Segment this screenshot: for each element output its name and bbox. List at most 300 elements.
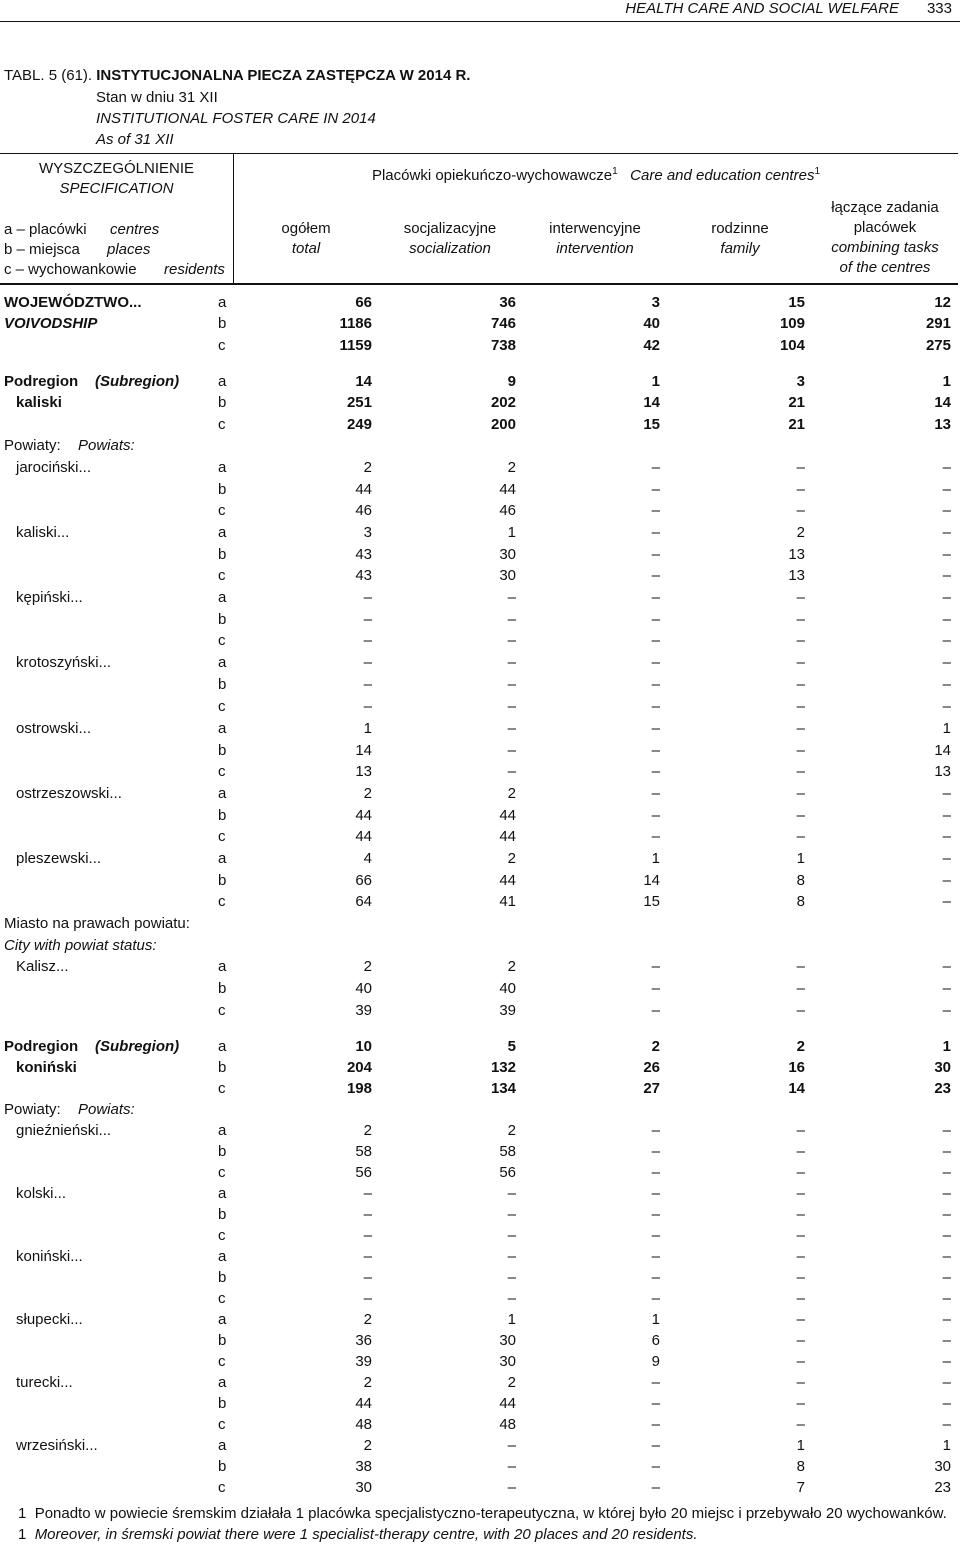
row-indicator: a [218,589,227,606]
col-combining-header [812,198,958,278]
row-indicator: c [218,1227,226,1244]
cell-value: 44 [499,807,516,824]
cell-value: 39 [499,1002,516,1019]
table-row [0,457,960,479]
row-label: Kalisz... [16,958,69,975]
cell-value: 5 [507,1038,516,1055]
cell-value: – [651,1185,660,1202]
col-intervention-pl: interwencyjne [549,220,641,237]
table-row [0,978,960,1000]
row-label: WOJEWÓDZTWO... [4,294,142,311]
table-row [0,740,960,762]
col-family-pl: rodzinne [711,220,769,237]
cell-value: 14 [788,1080,805,1097]
cell-value: 15 [643,416,660,433]
cell-value: 1 [651,850,660,867]
cell-value: 36 [499,294,516,311]
table-row [0,1141,960,1163]
table-row [0,435,960,457]
col-combining-en1: combining tasks [831,239,939,256]
cell-value: – [796,720,805,737]
cell-value: 58 [499,1143,516,1160]
row-indicator: c [218,416,226,433]
table-row [0,891,960,913]
row-indicator: c [218,1080,226,1097]
col-socialization-pl: socjalizacyjne [403,220,497,237]
cell-value: 204 [346,1059,372,1076]
row-label-en: Powiats: [78,437,135,454]
cell-value: 36 [355,1332,372,1349]
cell-value: – [651,654,660,671]
cell-value: 202 [490,394,516,411]
cell-value: – [651,720,660,737]
table-row [0,1414,960,1436]
cell-value: 14 [643,394,660,411]
cell-value: 30 [499,567,516,584]
table-row [0,630,960,652]
cell-value: – [796,1332,805,1349]
cell-value: – [651,742,660,759]
row-indicator: a [218,294,227,311]
table-row [0,1078,960,1100]
cell-value: – [796,742,805,759]
cell-value: 21 [788,394,805,411]
col-total-header [234,219,378,259]
cell-value: 23 [934,1080,951,1097]
row-label: koniński [16,1059,77,1076]
cell-value: 30 [934,1059,951,1076]
cell-value: – [942,1185,951,1202]
cell-value: 66 [355,872,372,889]
cell-value: – [363,1248,372,1265]
cell-value: – [507,1437,516,1454]
cell-value: 104 [779,337,805,354]
cell-value: 14 [643,872,660,889]
table-label: TABL. 5 (61). [4,67,93,84]
row-indicator: c [218,1479,226,1496]
row-indicator: b [218,1059,227,1076]
cell-value: – [651,1143,660,1160]
col-intervention-en: intervention [556,240,634,257]
row-indicator: b [218,807,227,824]
cell-value: 14 [934,742,951,759]
cell-value: 1 [507,1311,516,1328]
cell-value: – [651,1437,660,1454]
table-row [0,1246,960,1268]
row-label: Powiaty: [4,437,61,454]
cell-value: – [796,676,805,693]
table-title [4,64,470,150]
cell-value: – [796,502,805,519]
row-indicator: b [218,611,227,628]
row-indicator: b [218,1458,227,1475]
table-row [0,587,960,609]
cell-value: – [651,589,660,606]
cell-value: – [796,1395,805,1412]
cell-value: 109 [779,315,805,332]
cell-value: 1 [942,373,951,390]
cell-value: – [942,1227,951,1244]
table-row [0,696,960,718]
cell-value: – [942,676,951,693]
cell-value: 2 [363,1122,372,1139]
row-indicator: a [218,524,227,541]
cell-value: 16 [788,1059,805,1076]
group-header-pl: Placówki opiekuńczo-wychowawcze [371,167,613,184]
cell-value: – [651,958,660,975]
row-indicator: a [218,1311,227,1328]
cell-value: 8 [796,893,805,910]
cell-value: 30 [934,1458,951,1475]
cell-value: – [796,1185,805,1202]
table-row [0,1204,960,1226]
cell-value: – [363,589,372,606]
cell-value: – [942,1269,951,1286]
cell-value: – [942,502,951,519]
cell-value: 44 [499,828,516,845]
cell-value: 46 [499,502,516,519]
table-title-en: INSTITUTIONAL FOSTER CARE IN 2014 [96,110,376,127]
cell-value: – [651,828,660,845]
group-header-sup-en: 1 [814,166,821,177]
table-row [0,783,960,805]
cell-value: 1 [507,524,516,541]
running-head [625,0,952,17]
cell-value: 2 [507,459,516,476]
row-indicator: a [218,373,227,390]
cell-value: – [651,676,660,693]
row-label: kaliski [16,394,62,411]
cell-value: – [942,567,951,584]
cell-value: – [507,1248,516,1265]
cell-value: 8 [796,872,805,889]
cell-value: – [651,546,660,563]
row-indicator: c [218,1002,226,1019]
cell-value: 56 [499,1164,516,1181]
cell-value: 3 [796,373,805,390]
table-row [0,848,960,870]
table-row [0,479,960,501]
table-row [0,1183,960,1205]
row-label: kępiński... [16,589,83,606]
row-indicator: a [218,1122,227,1139]
cell-value: 43 [355,567,372,584]
cell-value: – [651,1458,660,1475]
row-indicator: a [218,1248,227,1265]
cell-value: 13 [934,416,951,433]
table-row [0,718,960,740]
cell-value: – [796,698,805,715]
table-row [0,1162,960,1184]
stub-legend [4,220,225,280]
cell-value: – [942,958,951,975]
cell-value: – [651,763,660,780]
table-row [0,392,960,414]
cell-value: – [796,1353,805,1370]
cell-value: – [942,1164,951,1181]
cell-value: 40 [643,315,660,332]
cell-value: – [942,1311,951,1328]
table-row [0,1036,960,1058]
table-row [0,826,960,848]
table-row [0,1057,960,1079]
cell-value: 249 [346,416,372,433]
cell-value: – [507,1290,516,1307]
cell-value: – [796,1416,805,1433]
row-indicator: c [218,1416,226,1433]
row-label: ostrzeszowski... [16,785,122,802]
cell-value: – [651,980,660,997]
cell-value: 275 [925,337,951,354]
table-row [0,1288,960,1310]
cell-value: – [942,654,951,671]
table-row [0,292,960,314]
cell-value: 200 [490,416,516,433]
cell-value: 2 [363,785,372,802]
cell-value: 12 [934,294,951,311]
cell-value: – [796,654,805,671]
cell-value: 46 [355,502,372,519]
cell-value: 2 [363,459,372,476]
cell-value: – [363,676,372,693]
table-row [0,913,960,935]
row-indicator: a [218,958,227,975]
cell-value: 14 [355,742,372,759]
cell-value: 1 [651,1311,660,1328]
cell-value: 134 [490,1080,516,1097]
col-family-en: family [720,240,760,257]
row-indicator: b [218,742,227,759]
top-rule [0,21,960,22]
cell-value: – [796,785,805,802]
cell-value: 1 [651,373,660,390]
cell-value: – [363,654,372,671]
cell-value: – [651,481,660,498]
cell-value: – [363,698,372,715]
cell-value: 48 [499,1416,516,1433]
row-indicator: a [218,1437,227,1454]
row-indicator: c [218,698,226,715]
legend-a-en: centres [110,221,160,238]
cell-value: 6 [651,1332,660,1349]
cell-value: 40 [355,980,372,997]
cell-value: 14 [355,373,372,390]
row-label-en: (Subregion) [95,373,180,390]
stub-header-pl: WYSZCZEGÓLNIENIE [38,160,195,177]
cell-value: – [796,1002,805,1019]
legend-c-pl: c – wychowankowie [4,261,137,278]
table-row [0,805,960,827]
footnote-pl [18,1503,947,1524]
row-indicator: c [218,828,226,845]
legend-c-en: residents [164,261,225,278]
table-row [0,652,960,674]
row-label: kaliski... [16,524,70,541]
row-label-en: Powiats: [78,1101,135,1118]
cell-value: 44 [355,481,372,498]
row-indicator: b [218,546,227,563]
table-row [0,335,960,357]
row-label: VOIVODSHIP [4,315,98,332]
cell-value: – [796,611,805,628]
cell-value: 2 [796,524,805,541]
row-indicator: c [218,502,226,519]
cell-value: 1 [942,1437,951,1454]
table-row [0,935,960,957]
cell-value: – [651,785,660,802]
table-row [0,1120,960,1142]
running-head-title: HEALTH CARE AND SOCIAL WELFARE [625,0,899,17]
cell-value: – [363,1290,372,1307]
cell-value: – [651,1395,660,1412]
cell-value: 38 [355,1458,372,1475]
cell-value: – [651,611,660,628]
cell-value: 30 [355,1479,372,1496]
table-row [0,1267,960,1289]
cell-value: – [942,980,951,997]
footnote-en [18,1524,698,1545]
table-row [0,1477,960,1499]
cell-value: – [507,589,516,606]
row-indicator: b [218,1206,227,1223]
cell-value: 39 [355,1353,372,1370]
cell-value: – [942,589,951,606]
legend-a-pl: a – placówki [4,221,87,238]
cell-value: 21 [788,416,805,433]
cell-value: – [507,1206,516,1223]
cell-value: 2 [507,958,516,975]
cell-value: 2 [363,1311,372,1328]
cell-value: – [651,1290,660,1307]
row-label: kolski... [16,1185,67,1202]
row-indicator: a [218,850,227,867]
row-label: słupecki... [16,1311,83,1328]
row-label: Powiaty: [4,1101,61,1118]
footnote-mark: 1 [18,1505,27,1522]
cell-value: – [796,1164,805,1181]
table-row [0,313,960,335]
row-indicator: c [218,893,226,910]
table-title-pl: INSTYTUCJONALNA PIECZA ZASTĘPCZA W 2014 R. [96,67,471,84]
cell-value: 2 [651,1038,660,1055]
row-label: Miasto na prawach powiatu: [4,915,190,932]
cell-value: – [796,632,805,649]
table-row [0,761,960,783]
cell-value: 44 [499,481,516,498]
cell-value: – [651,1374,660,1391]
cell-value: – [507,654,516,671]
cell-value: 40 [499,980,516,997]
cell-value: – [796,1227,805,1244]
cell-value: 4 [363,850,372,867]
row-indicator: b [218,980,227,997]
row-label: jarociński... [16,459,92,476]
cell-value: – [651,807,660,824]
cell-value: 14 [934,394,951,411]
cell-value: 44 [355,807,372,824]
cell-value: – [942,524,951,541]
cell-value: 2 [363,1437,372,1454]
cell-value: – [942,1143,951,1160]
cell-value: 2 [363,1374,372,1391]
cell-value: – [796,980,805,997]
cell-value: – [942,1353,951,1370]
row-indicator: b [218,481,227,498]
cell-value: 13 [934,763,951,780]
stub-header [0,159,233,199]
cell-value: 30 [499,546,516,563]
cell-value: 13 [788,546,805,563]
table-date-pl: Stan w dniu 31 XII [96,89,218,106]
footnote-mark: 1 [18,1526,27,1543]
row-indicator: b [218,1395,227,1412]
cell-value: 251 [346,394,372,411]
cell-value: – [942,828,951,845]
cell-value: – [942,785,951,802]
row-label: turecki... [16,1374,73,1391]
page-number: 333 [926,0,952,17]
row-label: ostrowski... [16,720,92,737]
cell-value: – [507,720,516,737]
cell-value: 41 [499,893,516,910]
row-label: Podregion [4,1038,79,1055]
cell-value: – [796,589,805,606]
table-row [0,1225,960,1247]
row-indicator: b [218,394,227,411]
cell-value: – [796,1248,805,1265]
group-header-sup: 1 [612,166,618,177]
cell-value: – [363,1269,372,1286]
cell-value: 56 [355,1164,372,1181]
cell-value: 746 [490,315,516,332]
col-combining-en2: of the centres [839,259,931,276]
row-indicator: c [218,763,226,780]
row-indicator: b [218,1143,227,1160]
cell-value: – [507,1185,516,1202]
cell-value: 44 [355,828,372,845]
cell-value: – [796,763,805,780]
row-indicator: b [218,1332,227,1349]
cell-value: – [942,632,951,649]
cell-value: – [507,676,516,693]
cell-value: – [796,807,805,824]
cell-value: – [942,872,951,889]
cell-value: – [507,1479,516,1496]
table-row [0,1000,960,1022]
legend-b-en: places [107,241,151,258]
cell-value: 64 [355,893,372,910]
cell-value: – [363,632,372,649]
cell-value: 13 [788,567,805,584]
cell-value: 8 [796,1458,805,1475]
cell-value: 44 [499,1395,516,1412]
cell-value: – [363,1227,372,1244]
cell-value: 30 [499,1332,516,1349]
table-row [0,1456,960,1478]
cell-value: 39 [355,1002,372,1019]
cell-value: 1 [796,850,805,867]
cell-value: – [651,1122,660,1139]
cell-value: – [796,1290,805,1307]
cell-value: – [942,481,951,498]
col-family-header [668,219,812,259]
cell-value: – [942,1206,951,1223]
col-combining-pl1: łączące zadania [831,199,939,216]
cell-value: – [363,1185,372,1202]
table-row [0,522,960,544]
cell-value: – [942,1290,951,1307]
table-date-en: As of 31 XII [96,131,174,148]
